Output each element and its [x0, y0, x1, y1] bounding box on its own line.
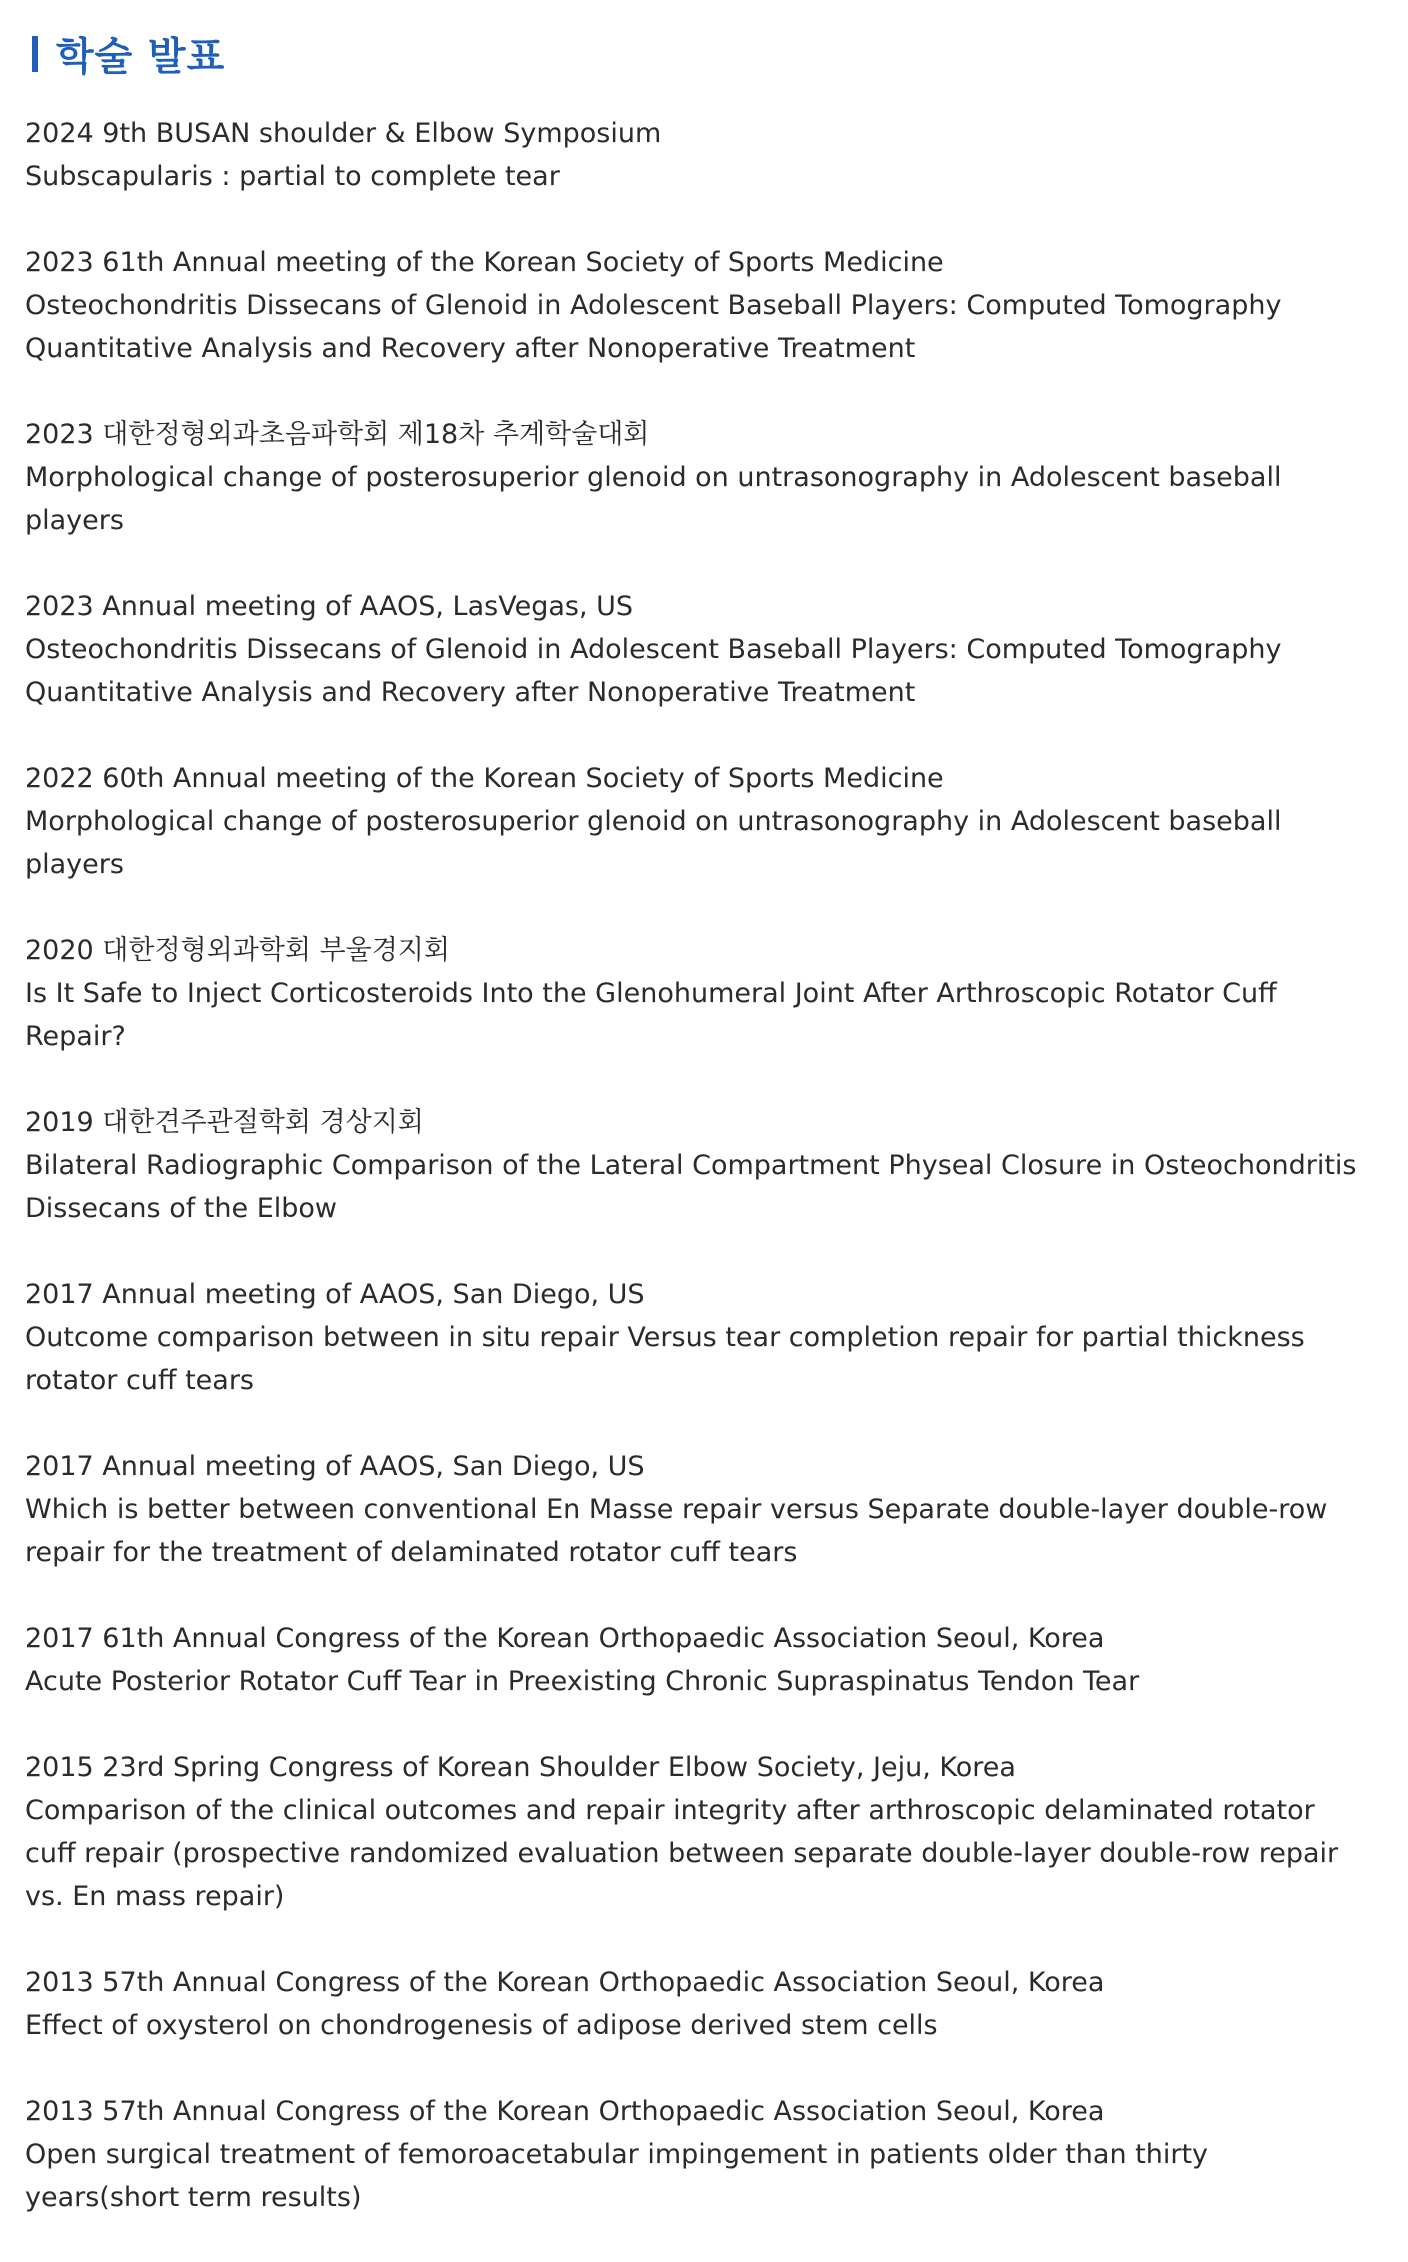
presentation-event: 2024 9th BUSAN shoulder & Elbow Symposium	[25, 118, 662, 149]
presentation-title: Osteochondritis Dissecans of Glenoid in Adolescent Baseball Players: Computed Tomography Quantitative Analysis and Recovery after Nonoperative Treatment	[25, 634, 1282, 708]
presentation-entry	[25, 757, 1370, 886]
presentation-title: Acute Posterior Rotator Cuff Tear in Preexisting Chronic Supraspinatus Tendon Tear	[25, 1666, 1140, 1697]
presentation-event: 2013 57th Annual Congress of the Korean Orthopaedic Association Seoul, Korea	[25, 2096, 1105, 2127]
presentation-entry	[25, 1101, 1370, 1230]
presentation-event: 2017 61th Annual Congress of the Korean Orthopaedic Association Seoul, Korea	[25, 1623, 1105, 1654]
presentation-title: Morphological change of posterosuperior glenoid on untrasonography in Adolescent baseball players	[25, 462, 1282, 536]
presentation-title: Outcome comparison between in situ repair Versus tear completion repair for partial thickness rotator cuff tears	[25, 1322, 1305, 1396]
presentation-event: 2015 23rd Spring Congress of Korean Shoulder Elbow Society, Jeju, Korea	[25, 1752, 1016, 1783]
presentation-title: Effect of oxysterol on chondrogenesis of adipose derived stem cells	[25, 2010, 938, 2041]
presentation-entry	[25, 1445, 1370, 1574]
presentation-event: 2019 대한견주관절학회 경상지회	[25, 1107, 424, 1138]
presentation-event: 2023 61th Annual meeting of the Korean Society of Sports Medicine	[25, 247, 944, 278]
presentation-entry	[25, 112, 1370, 198]
presentation-event: 2023 대한정형외과초음파학회 제18차 추계학술대회	[25, 419, 650, 450]
section-accent-bar	[32, 36, 38, 72]
section-header	[32, 26, 225, 82]
presentation-entry	[25, 413, 1370, 542]
presentation-title: Is It Safe to Inject Corticosteroids Into the Glenohumeral Joint After Arthroscopic Rotator Cuff Repair?	[25, 978, 1277, 1052]
presentation-entry	[25, 929, 1370, 1058]
presentation-title: Osteochondritis Dissecans of Glenoid in Adolescent Baseball Players: Computed Tomography Quantitative Analysis and Recovery after Nonoperative Treatment	[25, 290, 1282, 364]
presentation-event: 2017 Annual meeting of AAOS, San Diego, US	[25, 1279, 645, 1310]
presentation-title: Subscapularis : partial to complete tear	[25, 161, 560, 192]
presentation-title: Open surgical treatment of femoroacetabular impingement in patients older than thirty years(short term results)	[25, 2139, 1209, 2213]
presentation-entry	[25, 1746, 1370, 1918]
section-title: 학술 발표	[56, 35, 226, 80]
presentation-list	[25, 112, 1370, 2262]
presentation-entry	[25, 1273, 1370, 1402]
presentation-title: Which is better between conventional En Masse repair versus Separate double-layer double-row repair for the treatment of delaminated rotator cuff tears	[25, 1494, 1328, 1568]
presentation-title: Bilateral Radiographic Comparison of the Lateral Compartment Physeal Closure in Osteochondritis Dissecans of the Elbow	[25, 1150, 1357, 1224]
presentation-title: Comparison of the clinical outcomes and repair integrity after arthroscopic delaminated rotator cuff repair (prospective randomized evaluation between separate double-layer double-row repair vs. En mass repair)	[25, 1795, 1339, 1912]
presentation-event: 2017 Annual meeting of AAOS, San Diego, US	[25, 1451, 645, 1482]
presentation-entry	[25, 1961, 1370, 2047]
presentation-entry	[25, 585, 1370, 714]
presentation-entry	[25, 1617, 1370, 1703]
presentation-entry	[25, 241, 1370, 370]
presentation-event: 2020 대한정형외과학회 부울경지회	[25, 935, 450, 966]
presentation-event: 2013 57th Annual Congress of the Korean Orthopaedic Association Seoul, Korea	[25, 1967, 1105, 1998]
presentation-title: Morphological change of posterosuperior glenoid on untrasonography in Adolescent baseball players	[25, 806, 1282, 880]
presentation-entry	[25, 2090, 1370, 2219]
presentation-event: 2023 Annual meeting of AAOS, LasVegas, US	[25, 591, 634, 622]
presentation-event: 2022 60th Annual meeting of the Korean Society of Sports Medicine	[25, 763, 944, 794]
